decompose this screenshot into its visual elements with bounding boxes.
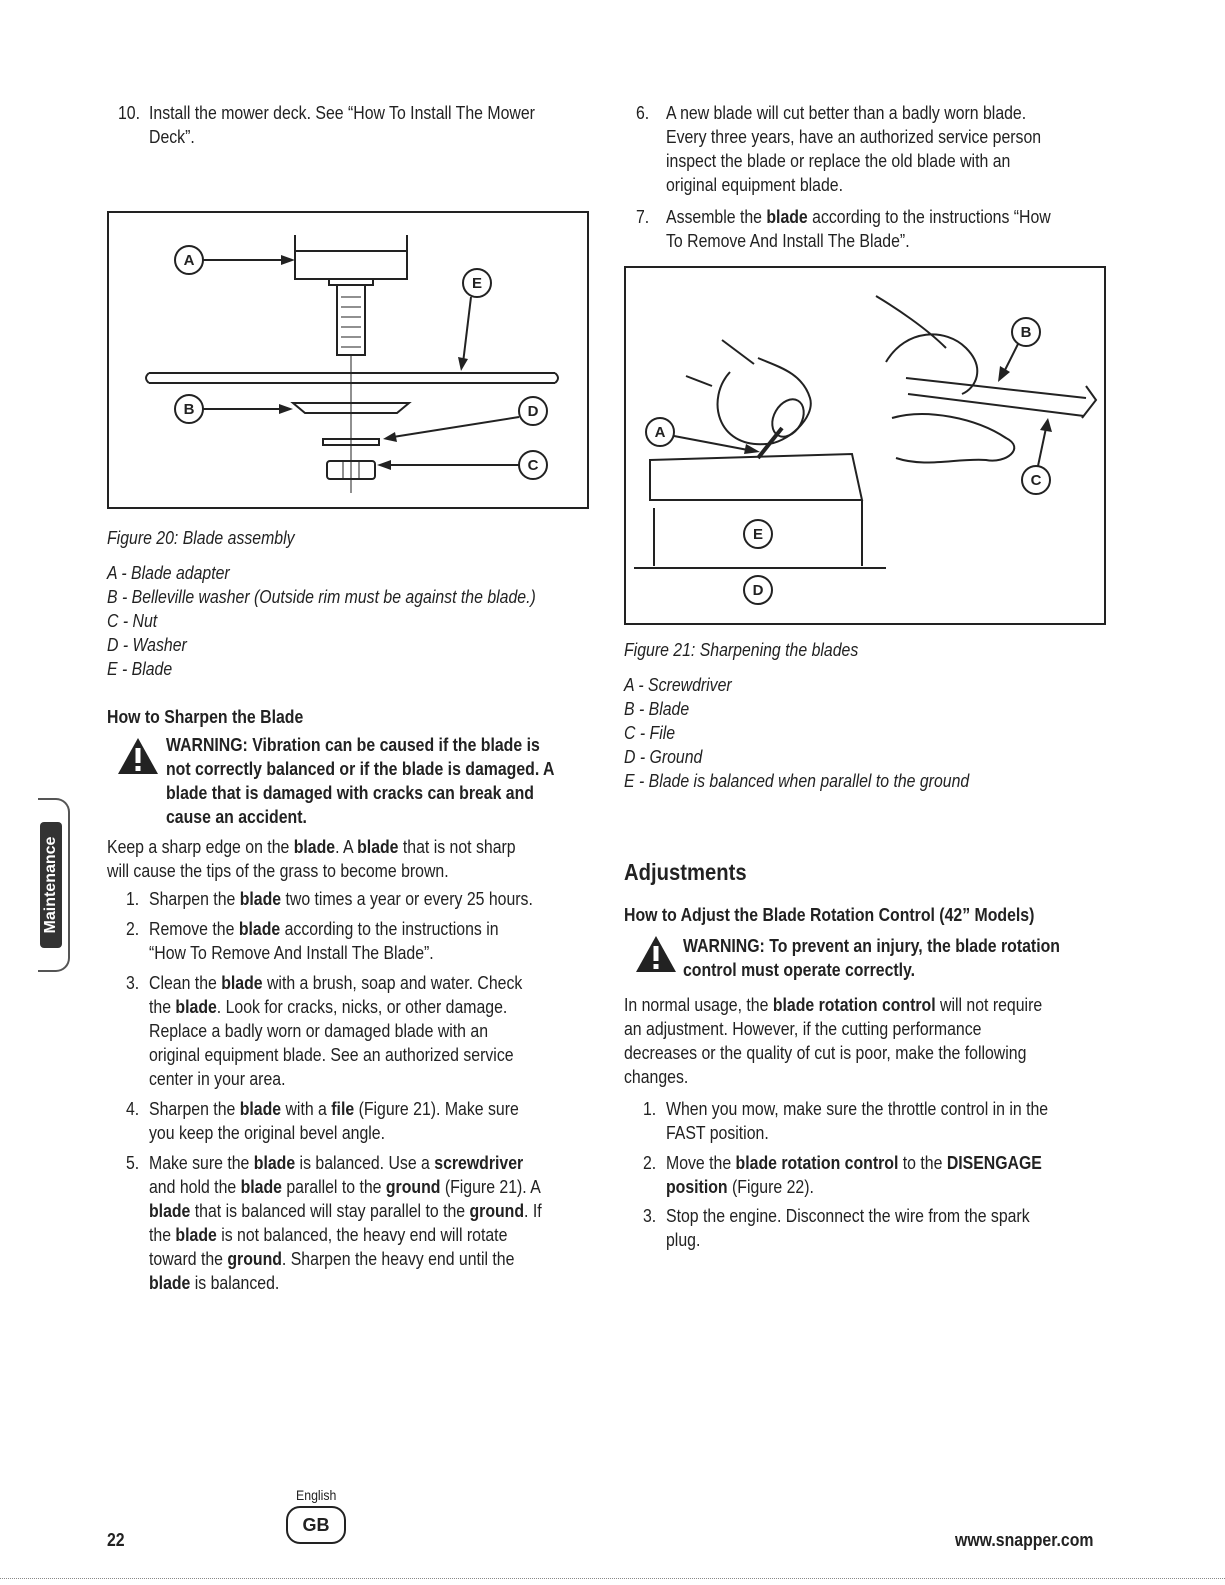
- step-1-text: [149, 887, 533, 911]
- adjust-step-3-text: [666, 1204, 1030, 1252]
- blade-assembly-diagram: [109, 213, 587, 507]
- text-run: the: [149, 1225, 176, 1245]
- text-run: is balanced. Use a: [295, 1153, 435, 1173]
- figure-20-caption: Figure 20: Blade assembly: [107, 528, 295, 548]
- text-run: file: [331, 1099, 355, 1119]
- step-10: [118, 101, 140, 125]
- warning-vibration: [166, 733, 554, 829]
- text-run: blade: [239, 889, 282, 909]
- text-run: ground: [469, 1201, 525, 1221]
- legend-item: B - Belleville washer (Outside rim must be against the blade.): [107, 587, 536, 607]
- text-run: position: [666, 1177, 728, 1197]
- warning-icon: [116, 736, 160, 776]
- text-line: plug.: [666, 1230, 701, 1250]
- text-line: control must operate correctly.: [683, 960, 916, 980]
- text-line: changes.: [624, 1067, 689, 1087]
- text-line: original equipment blade.: [666, 175, 844, 195]
- text-run: ground: [385, 1177, 441, 1197]
- step-number: 10.: [118, 103, 141, 123]
- text-line: not correctly balanced or if the blade is damaged. A: [166, 759, 555, 779]
- text-line: Install the mower deck. See “How To Install The Mower: [149, 103, 535, 123]
- text-run: . Sharpen the heavy end until the: [281, 1249, 515, 1269]
- language-code: GB: [302, 1515, 330, 1535]
- text-run: toward the: [149, 1249, 228, 1269]
- text-line: Every three years, have an authorized service person: [666, 127, 1042, 147]
- text-run: with a: [281, 1099, 332, 1119]
- figure-20-blade-assembly: [107, 211, 589, 509]
- section-tab: [38, 798, 70, 972]
- text-run: Keep a sharp edge on the: [107, 837, 294, 857]
- text-run: Assemble the: [666, 207, 767, 227]
- legend-item: A - Blade adapter: [107, 563, 230, 583]
- step-number: 4.: [126, 1099, 140, 1119]
- text-run: according to the instructions in: [280, 919, 499, 939]
- figure-label-d: D: [527, 403, 539, 420]
- warning-rotation-control: [683, 934, 1060, 982]
- text-run: Clean the: [149, 973, 222, 993]
- text-run: parallel to the: [281, 1177, 386, 1197]
- figure-21-caption: Figure 21: Sharpening the blades: [624, 640, 859, 660]
- text-run: In normal usage, the: [624, 995, 773, 1015]
- text-run: blade: [253, 1153, 296, 1173]
- text-line: you keep the original bevel angle.: [149, 1123, 386, 1143]
- text-line: center in your area.: [149, 1069, 286, 1089]
- text-run: Remove the: [149, 919, 239, 939]
- figure-label-b: B: [183, 401, 195, 418]
- text-line: an adjustment. However, if the cutting performance: [624, 1019, 982, 1039]
- text-line: WARNING: Vibration can be caused if the blade is: [166, 735, 540, 755]
- text-line: blade that is damaged with cracks can break and: [166, 783, 534, 803]
- text-run: blade: [766, 207, 808, 227]
- text-run: Sharpen the: [149, 889, 240, 909]
- text-line: A new blade will cut better than a badly worn blade.: [666, 103, 1027, 123]
- adjust-step-1-text: [666, 1097, 1048, 1145]
- section-tab-label-box: [40, 822, 62, 948]
- text-run: that is balanced will stay parallel to the: [190, 1201, 470, 1221]
- text-run: blade: [357, 837, 399, 857]
- text-line: Stop the engine. Disconnect the wire from the spark: [666, 1206, 1030, 1226]
- figure-label-a: A: [654, 424, 666, 441]
- step-number: 5.: [126, 1153, 140, 1173]
- figure-label-d: D: [752, 582, 764, 599]
- language-badge: [286, 1506, 346, 1544]
- text-line: To Remove And Install The Blade”.: [666, 231, 910, 251]
- figure-label-c: C: [1030, 472, 1042, 489]
- text-line: inspect the blade or replace the old blade with an: [666, 151, 1011, 171]
- legend-item: D - Ground: [624, 747, 703, 767]
- text-run: blade: [175, 997, 217, 1017]
- adjust-step-2-text: [666, 1151, 1042, 1199]
- text-run: (Figure 21). A: [440, 1177, 541, 1197]
- section-tab-label: Maintenance: [42, 836, 59, 934]
- adjustments-heading: Adjustments: [624, 859, 747, 885]
- warning-icon: [634, 934, 678, 974]
- step-7-text: [666, 205, 1051, 253]
- text-run: blade rotation control: [735, 1153, 899, 1173]
- sharpen-heading: How to Sharpen the Blade: [107, 707, 304, 727]
- text-run: two times a year or every 25 hours.: [281, 889, 533, 909]
- text-run: Sharpen the: [149, 1099, 240, 1119]
- figure-label-e: E: [752, 526, 764, 543]
- step-number: 1.: [126, 889, 140, 909]
- text-run: blade rotation control: [772, 995, 936, 1015]
- text-run: . A: [335, 837, 358, 857]
- sharpen-intro: [107, 835, 516, 883]
- figure-label-c: C: [527, 457, 539, 474]
- step-number: 7.: [636, 207, 650, 227]
- text-run: blade: [239, 1099, 282, 1119]
- step-number: 2.: [643, 1153, 657, 1173]
- text-line: “How To Remove And Install The Blade”.: [149, 943, 434, 963]
- adjust-paragraph: [624, 993, 1042, 1089]
- text-run: (Figure 22).: [727, 1177, 814, 1197]
- text-line: Deck”.: [149, 127, 195, 147]
- text-run: and hold the: [149, 1177, 241, 1197]
- text-run: blade: [293, 837, 336, 857]
- text-run: according to the instructions “How: [807, 207, 1051, 227]
- step-6-text: [666, 101, 1041, 197]
- step-number: 3.: [643, 1206, 657, 1226]
- legend-item: B - Blade: [624, 699, 690, 719]
- text-run: will not require: [935, 995, 1043, 1015]
- text-run: blade: [238, 919, 281, 939]
- step-number: 6.: [636, 103, 650, 123]
- step-number: 1.: [643, 1099, 657, 1119]
- page-bottom-rule: [0, 1578, 1225, 1579]
- figure-20-legend: [107, 561, 536, 681]
- text-run: . If: [524, 1201, 542, 1221]
- text-run: is not balanced, the heavy end will rotate: [216, 1225, 508, 1245]
- legend-item: E - Blade is balanced when parallel to the ground: [624, 771, 970, 791]
- text-line: will cause the tips of the grass to become brown.: [107, 861, 449, 881]
- figure-21-sharpening: [624, 266, 1106, 625]
- footer-url: www.snapper.com: [955, 1530, 1094, 1550]
- language-label: English: [296, 1487, 337, 1503]
- text-run: (Figure 21). Make sure: [354, 1099, 519, 1119]
- page-number: 22: [107, 1530, 125, 1550]
- text-run: screwdriver: [434, 1153, 524, 1173]
- step-number: 3.: [126, 973, 140, 993]
- text-run: is balanced.: [190, 1273, 280, 1293]
- legend-item: C - File: [624, 723, 676, 743]
- step-2-text: [149, 917, 499, 965]
- legend-item: E - Blade: [107, 659, 173, 679]
- text-run: to the: [898, 1153, 947, 1173]
- figure-label-e: E: [471, 275, 483, 292]
- step-5-text: [149, 1151, 542, 1295]
- text-line: original equipment blade. See an authorized service: [149, 1045, 514, 1065]
- figure-label-a: A: [183, 252, 195, 269]
- figure-label-b: B: [1020, 324, 1032, 341]
- text-run: Move the: [666, 1153, 736, 1173]
- text-run: the: [149, 997, 176, 1017]
- step-10-text: [149, 101, 535, 149]
- text-run: blade: [149, 1273, 191, 1293]
- text-run: blade: [240, 1177, 282, 1197]
- step-3-text: [149, 971, 522, 1091]
- legend-item: D - Washer: [107, 635, 187, 655]
- text-run: blade: [149, 1201, 191, 1221]
- text-run: that is not sharp: [398, 837, 516, 857]
- text-run: blade: [175, 1225, 217, 1245]
- text-run: DISENGAGE: [946, 1153, 1042, 1173]
- text-line: FAST position.: [666, 1123, 769, 1143]
- text-line: cause an accident.: [166, 807, 307, 827]
- text-run: . Look for cracks, nicks, or other damage.: [216, 997, 508, 1017]
- text-line: When you mow, make sure the throttle control in in the: [666, 1099, 1049, 1119]
- legend-item: A - Screwdriver: [624, 675, 732, 695]
- text-line: decreases or the quality of cut is poor, make the following: [624, 1043, 1027, 1063]
- text-run: ground: [227, 1249, 282, 1269]
- figure-21-legend: [624, 673, 969, 793]
- step-4-text: [149, 1097, 519, 1145]
- text-run: Make sure the: [149, 1153, 254, 1173]
- text-run: blade: [221, 973, 263, 993]
- legend-item: C - Nut: [107, 611, 158, 631]
- blade-rotation-heading: How to Adjust the Blade Rotation Control (42” Models): [624, 905, 1035, 925]
- text-line: Replace a badly worn or damaged blade with an: [149, 1021, 489, 1041]
- text-line: WARNING: To prevent an injury, the blade rotation: [683, 936, 1060, 956]
- sharpening-diagram: [626, 268, 1104, 623]
- step-number: 2.: [126, 919, 140, 939]
- text-run: with a brush, soap and water. Check: [262, 973, 523, 993]
